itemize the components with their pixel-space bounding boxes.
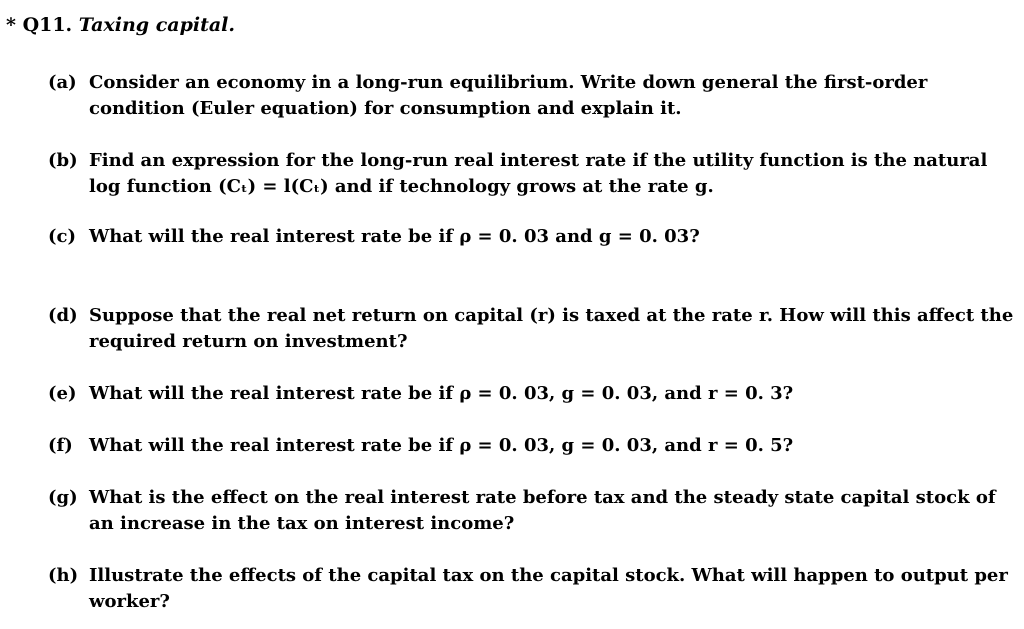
item-text: [89, 224, 1008, 250]
item-text: [89, 303, 1014, 355]
question-title: [6, 14, 235, 36]
title-topic: Taxing capital.: [78, 14, 235, 36]
item-line: What will the real interest rate be if ρ = 0. 03, g = 0. 03, and r = 0. 5?: [89, 435, 794, 456]
item-letter: (h): [48, 565, 79, 586]
item-line: Consider an economy in a long-run equilibrium. Write down general the first-order: [89, 72, 928, 93]
item-text: [89, 433, 1008, 459]
item-letter: (d): [48, 305, 78, 326]
item-line: What will the real interest rate be if ρ = 0. 03, g = 0. 03, and r = 0. 3?: [89, 383, 794, 404]
question-item-e: [48, 381, 1008, 407]
question-item-b: [48, 148, 1008, 200]
title-star: *: [6, 14, 16, 36]
item-text: [89, 485, 1008, 537]
item-letter: (c): [48, 226, 76, 247]
question-item-a: [48, 70, 1008, 122]
item-line: log function (Cₜ) = l(Cₜ) and if technology grows at the rate g.: [89, 176, 714, 197]
item-letter: (g): [48, 487, 78, 508]
item-line: an increase in the tax on interest income?: [89, 513, 515, 534]
item-text: [89, 563, 1008, 615]
item-line: worker?: [89, 591, 170, 612]
item-line: Find an expression for the long-run real interest rate if the utility function is the natural: [89, 150, 988, 171]
title-number: Q11.: [22, 14, 73, 36]
item-line: What is the effect on the real interest rate before tax and the steady state capital stock of: [89, 487, 996, 508]
item-letter: (e): [48, 383, 77, 404]
item-line: required return on investment?: [89, 331, 408, 352]
item-line: Suppose that the real net return on capital (r) is taxed at the rate r. How will this affect the: [89, 305, 1014, 326]
item-text: [89, 70, 1008, 122]
question-item-d: [48, 303, 1014, 355]
item-letter: (a): [48, 72, 77, 93]
item-text: [89, 381, 1008, 407]
question-item-c: [48, 224, 1008, 250]
item-letter: (f): [48, 435, 73, 456]
item-text: [89, 148, 1008, 200]
question-item-g: [48, 485, 1008, 537]
question-item-f: [48, 433, 1008, 459]
item-line: Illustrate the effects of the capital tax on the capital stock. What will happen to output per: [89, 565, 1008, 586]
item-line: condition (Euler equation) for consumption and explain it.: [89, 98, 682, 119]
item-letter: (b): [48, 150, 78, 171]
item-line: What will the real interest rate be if ρ = 0. 03 and g = 0. 03?: [89, 226, 700, 247]
question-item-h: [48, 563, 1008, 615]
